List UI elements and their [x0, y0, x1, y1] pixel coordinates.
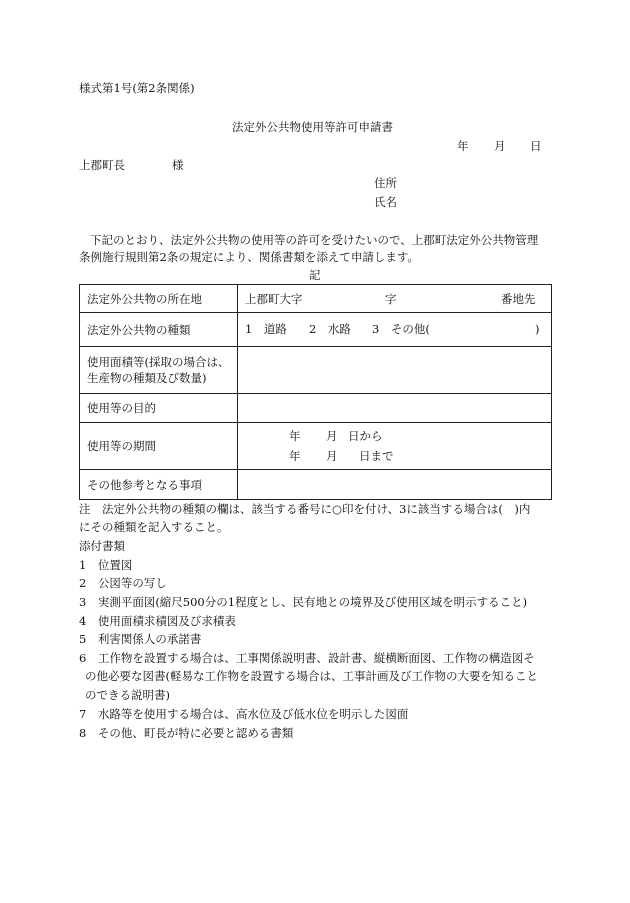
address-label: 住所 — [374, 176, 397, 190]
period-from-day: 日から — [348, 429, 383, 443]
attachment-item: 3 実測平面図(縮尺500分の1程度とし、民有地との境界及び使用区域を明示すること) — [79, 595, 528, 609]
form-title: 法定外公共物使用等許可申請書 — [232, 120, 393, 134]
intro-line-2: 条例施行規則第2条の規定により、関係書類を添えて申請します。 — [79, 250, 419, 264]
period-cell[interactable] — [238, 423, 552, 470]
area-label-line-2: 生産物の種類及び数量) — [87, 371, 207, 385]
location-label: 法定外公共物の所在地 — [80, 285, 238, 313]
name-label: 氏名 — [374, 195, 397, 209]
table-row-type — [80, 313, 552, 347]
table-row-purpose — [80, 394, 552, 423]
application-table — [79, 284, 552, 500]
ki-mark: 記 — [309, 268, 321, 282]
location-cell[interactable] — [238, 285, 552, 313]
intro-line-1: 下記のとおり、法定外公共物の使用等の許可を受けたいので、上郡町法定外公共物管理 — [90, 233, 539, 247]
attachment-item: 5 利害関係人の承諾書 — [79, 632, 202, 646]
honorific: 様 — [172, 158, 184, 172]
attachment-item: 6 工作物を設置する場合は、工事関係説明書、設計書、縦横断面図、工作物の構造図そ — [79, 651, 535, 665]
period-to-day: 日まで — [359, 449, 394, 463]
other-label: その他参考となる事項 — [80, 470, 238, 500]
type-cell[interactable] — [238, 313, 552, 347]
date-month: 月 — [494, 139, 506, 153]
table-row-period — [80, 423, 552, 470]
purpose-label: 使用等の目的 — [80, 394, 238, 423]
date-day: 日 — [530, 139, 542, 153]
attachments-title: 添付書類 — [79, 539, 125, 553]
attachment-item: 8 その他、町長が特に必要と認める書類 — [79, 726, 294, 740]
type-label: 法定外公共物の種類 — [80, 313, 238, 347]
period-to-year: 年 — [289, 449, 301, 463]
note-line-2: にその種類を記入すること。 — [79, 520, 229, 534]
type-option-waterway[interactable]: 2 水路 — [309, 322, 351, 336]
period-to-month: 月 — [326, 449, 338, 463]
area-cell[interactable] — [238, 347, 552, 394]
attachment-item: 7 水路等を使用する場合は、高水位及び低水位を明示した図面 — [79, 707, 409, 721]
area-label-line-1: 使用面積等(採取の場合は、 — [87, 355, 230, 369]
period-from-year: 年 — [289, 429, 301, 443]
location-banchi: 番地先 — [501, 292, 536, 306]
area-label — [80, 347, 238, 394]
attachment-item-continued: のできる説明書) — [85, 688, 170, 702]
addressee: 上郡町長 — [79, 158, 125, 172]
period-label: 使用等の期間 — [80, 423, 238, 470]
type-option-road[interactable]: 1 道路 — [245, 322, 287, 336]
type-close-paren: ) — [535, 322, 540, 336]
location-town: 上郡町大字 — [245, 292, 303, 306]
note-line-1: 注 法定外公共物の種類の欄は、該当する番号に○印を付け、3に該当する場合は( )内 — [79, 502, 531, 516]
attachment-item: 2 公図等の写し — [79, 576, 167, 590]
table-row-area — [80, 347, 552, 394]
type-option-other[interactable]: 3 その他( — [372, 322, 430, 336]
table-row-location — [80, 285, 552, 313]
purpose-cell[interactable] — [238, 394, 552, 423]
attachment-item-continued: の他必要な図書(軽易な工作物を設置する場合は、工事計画及び工作物の大要を知ること — [85, 669, 538, 683]
period-from-month: 月 — [326, 429, 338, 443]
attachment-item: 1 位置図 — [79, 558, 133, 572]
date-year: 年 — [457, 139, 469, 153]
location-aza: 字 — [385, 292, 397, 306]
form-number: 様式第1号(第2条関係) — [79, 81, 195, 95]
attachment-item: 4 使用面積求積図及び求積表 — [79, 614, 236, 628]
other-cell[interactable] — [238, 470, 552, 500]
table-row-other — [80, 470, 552, 500]
